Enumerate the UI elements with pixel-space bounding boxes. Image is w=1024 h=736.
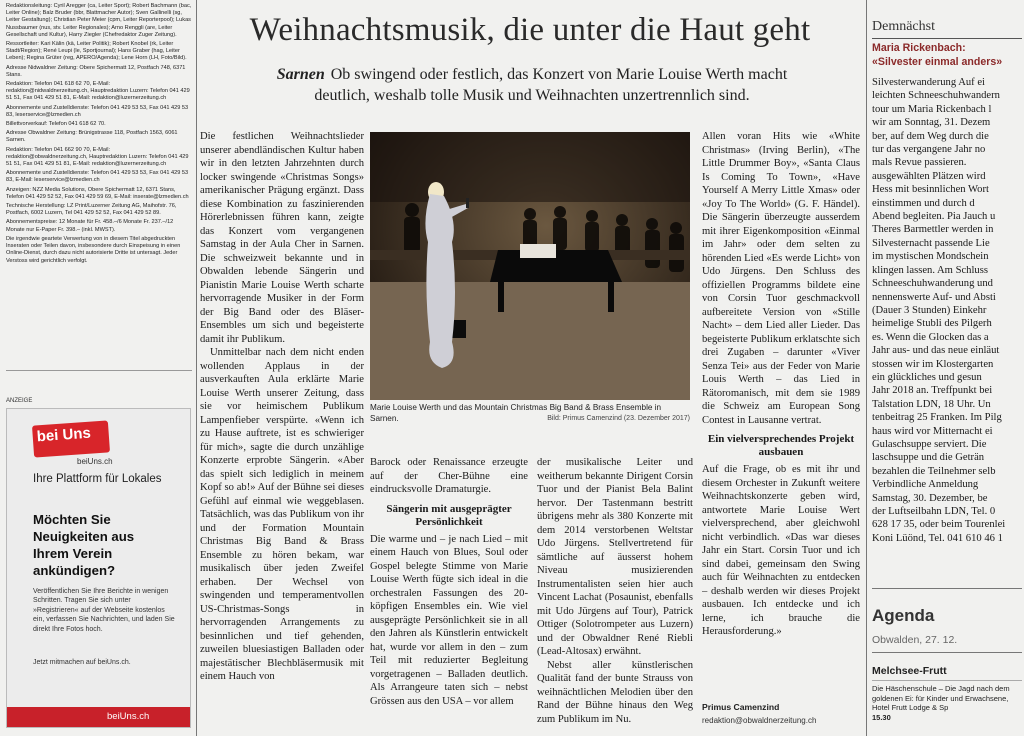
agenda-item-text: Die Häschenschule – Die Jagd nach dem goldenen Ei: für Kinder und Erwachsene, Hotel Frutt Lodge & Sp <box>872 684 1010 713</box>
photo-credit: Bild: Primus Camenzind (23. Dezember 2017) <box>547 415 690 422</box>
sidebar-line: Hess mit besinnlichen Wort <box>872 184 989 196</box>
agenda-place: Melchsee-Frutt <box>872 665 947 677</box>
article-paragraph: Auf die Frage, ob es mit ihr und diesem Orchester in Zukunft weitere Weihnachtskonzerte geben wird, antwortete Marie Louise Wert vielversprechend, aber gleichwohl nicht verbindlich. «Das war dieses Jahr ein Start. Corsin Tuor und ich sind dabei, gemeinsam den Swing auch für Weihnachten zu entdecken – deshalb werden wir dieses Projekt ausbauen. Ich entdecke und ich lerne, ich brauche die Herausforderung.» <box>702 464 860 637</box>
sidebar-line: Silvesternacht passende Lie <box>872 237 990 249</box>
article-column-2 <box>370 456 528 734</box>
sidebar-line: der Luftseilbahn LDN, Tel. 0 <box>872 506 996 517</box>
advertisement[interactable] <box>6 398 192 734</box>
sidebar-line: tour um Maria Rickenbach l <box>872 103 992 115</box>
photo-caption <box>370 402 690 424</box>
divider <box>6 370 192 371</box>
article-subheading: Ein vielversprechendes Projekt ausbauen <box>707 433 855 458</box>
sidebar-line: einstimmen und durch d <box>872 197 975 209</box>
divider <box>196 0 197 736</box>
sidebar-section: Demnächst <box>872 19 935 34</box>
ad-logo-word: bei Uns <box>36 424 92 446</box>
sidebar-line: ber, auf dem Weg durch die <box>872 130 989 142</box>
sidebar-line: Schneeschuhwanderung und <box>872 278 993 290</box>
sidebar-line: heimelige Stubli des Pilgerh <box>872 318 992 330</box>
impressum-block: Abonnemente und Zustelldienste: Telefon 041 429 53 53, Fax 041 429 53 83, leserservice@lzmedien.ch <box>6 104 189 118</box>
concert-photo-image <box>370 132 690 400</box>
sidebar-line: wir am Sonntag, 31. Dezem <box>872 117 991 129</box>
divider <box>872 588 1022 589</box>
divider <box>872 652 1022 653</box>
sidebar-line: tenbeitrag 25 Franken. Im Pilg <box>872 412 1002 424</box>
article-column-1 <box>200 130 364 734</box>
article-paragraph: Allen voran Hits wie «White Christmas» (Irving Berlin), «The Little Drummer Boy», «Santa Claus Is Coming To Town», «Have Yourself A Merry Little Xmas» oder «Joy To The World» (G. F. Händel). Die Sängerin überzeugte ausserdem mit ihrer Eigenkomposition «Einmal im Jahr» oder dem selten zu hörenden Lied «Es werde Licht» von Udo Jürgens. Den Schluss des offiziellen Programms bildete eine von Corsin Tuor geschmackvoll aufbereitete Version von «Stille Nacht» – dem Lied aller Lieder. Das begeisterte Publikum erklatschte sich drei Zugaben – darunter «Viver Senza Tei» aus der Feder von Marie Louis Werth – das Lied in Rätoromanisch, mit dem sie 1989 die Schweiz am European Song Contest in Lausanne vertrat. <box>702 131 860 426</box>
sidebar-line: haus wird vor Mitternacht ei <box>872 425 993 437</box>
impressum-block: Technische Herstellung: LZ Print/Luzerner Zeitung AG, Maihofstr. 76, Postfach, 6002 Luzern, Tel 041 429 52 52, Fax 041 429 52 89. <box>6 203 177 217</box>
sidebar-line: klingen lassen. Am Schluss <box>872 264 988 276</box>
sidebar-line: Jahr 2018 an. Treffpunkt bei <box>872 385 993 397</box>
article-author-email[interactable]: redaktion@obwaldnerzeitung.ch <box>702 716 817 725</box>
impressum-block: Abonnemente und Zustelldienste: Telefon 041 429 53 53, Fax 041 429 53 83, E-Mail: leserservice@lzmedien.ch <box>6 170 189 184</box>
article-column-4 <box>702 130 860 690</box>
sidebar-line: 628 17 35, oder beim Tourenlei <box>872 519 1006 531</box>
ad-logo-url: beiUns.ch <box>77 457 113 466</box>
ad-tagline: Ihre Plattform für Lokales <box>33 473 162 485</box>
sidebar-line: Jahr aus- und das neue einläut <box>872 345 1000 357</box>
sidebar-line: ausgewählten Plätzen wird <box>872 170 986 182</box>
impressum-block: Billettvorverkauf: Telefon 041 618 62 70. <box>6 121 106 128</box>
ad-cta[interactable]: Jetzt mitmachen auf beiUns.ch. <box>33 659 131 666</box>
impressum-block: Anzeigen: NZZ Media Solutions, Obere Spichermatt 12, 6371 Stans, Telefon 041 429 52 52, Fax 041 429 59 69, E-Mail: inserate@lzmedien.ch <box>6 186 189 200</box>
sidebar-line: Samstag, 30. Dezember, be <box>872 492 988 504</box>
ad-logo[interactable] <box>32 420 110 457</box>
article-paragraph: Nebst aller künstlerischen Qualität fand der bunte Strauss von weihnächtlichen Melodien über den Rand der Bühne hinaus den Weg zum Publikum im Nu. <box>537 659 693 725</box>
divider <box>866 0 867 736</box>
sidebar-line: Theres Barmettler werden in <box>872 224 994 236</box>
article-headline: Weihnachtsmusik, die unter die Haut geht <box>249 12 811 48</box>
sidebar-line: (Dauer 3 Stunden) Einkehr <box>872 304 987 316</box>
ad-footer: beiUns.ch <box>107 711 150 722</box>
impressum-block: Redaktion: Telefon 041 662 90 70, E-Mail: redaktion@obwaldnerzeitung.ch, Hauptredaktion Luzern: Telefon 041 429 51 51, Fax 041 429 51 81, E-Mail: redaktion@luzernerzeitung.ch <box>6 146 189 168</box>
article-paragraph: Barock oder Renaissance erzeugte auf der Cher-Bühne eine eindrucksvolle Dramaturgie. <box>370 457 528 495</box>
article-paragraph: Die warme und – je nach Lied – mit einem Hauch von Blues, Soul oder Gospel belegte Stimme von Marie Louise Werth fügte sich ideal in die orchestralen Fassungen des 20-köpfigen Ensembles ein. Wie viel ausgeprägte Persönlichkeit sie in all den Jahren als Künstlerin entwickelt hat, wurde vor allem in den – zum Teil mit reduzierter Begleitung vorgetragenen – Balladen deutlich. Als Arrangeure taten sich – nebst Grössen aus den USA – vor allem <box>370 533 528 707</box>
ad-label: ANZEIGE <box>6 398 33 404</box>
sidebar-title-place: Maria Rickenbach: <box>872 42 966 54</box>
sidebar-line: tur das vergangene Jahr no <box>872 144 986 156</box>
sidebar-line: Silvesterwanderung Auf ei <box>872 77 985 88</box>
impressum-block: Ressortleiter: Kari Kälin (kä, Leiter Politik); Robert Knobel (rk, Leiter Stadt/Region); René Leupi (le, Sportjournal); Hans Graber (hag, Leiter Leben); Regina Grüter (reg, APERO/Agenda); Lene Horn (LH, Foto/Bild). <box>6 41 187 62</box>
impressum-block: Adresse Obwaldner Zeitung: Brünigstrasse 118, Postfach 1563, 6061 Sarnen. <box>6 130 178 144</box>
article-lead-text: Ob swingend oder festlich, das Konzert von Marie Louise Werth macht deutlich, weshalb tolle Musik und Weihnachten unzertrennlich sind. <box>314 66 788 104</box>
sidebar-title-event: «Silvester einmal anders» <box>872 55 1003 68</box>
ad-body: Veröffentlichen Sie Ihre Berichte in wenigen Schritten. Tragen Sie sich unter »Registrieren« auf der Webseite kostenlos ein, verfassen Sie Nachrichten, und laden Sie direkt Ihre Fotos hoch. <box>33 588 175 633</box>
sidebar-line: Abend begleiten. Pia Jauch u <box>872 211 996 223</box>
sidebar-line: Talstation LDN, 18 Uhr. Un <box>872 398 991 410</box>
caption-text: Marie Louise Werth und das Mountain Christmas Big Band & Brass Ensemble in Sarnen. <box>370 403 662 423</box>
article-subheading: Sängerin mit ausgeprägter Persönlichkeit <box>386 502 512 528</box>
article-column-3 <box>537 456 693 734</box>
agenda-item-time: 15.30 <box>872 712 891 722</box>
article-dateline: Sarnen <box>276 66 325 83</box>
impressum <box>6 3 192 363</box>
sidebar-line: bezahlen die Teilnehmer selb <box>872 465 996 477</box>
sidebar-lines <box>872 76 1022 545</box>
sidebar-title <box>872 42 1024 69</box>
sidebar-line: Koni Lüönd, Tel. 041 610 46 1 <box>872 532 1003 544</box>
sidebar-body <box>872 76 1022 552</box>
ad-footer-bar[interactable] <box>7 707 190 727</box>
impressum-block: Die irgendwie geartete Verwertung von in diesem Titel abgedruckten Inseraten oder Teilen davon, insbesondere durch Einspeisung in einen Online-Dienst, durch dazu nicht autorisierte Dritte ist untersagt. Jeder Verstoss wird gerichtlich verfolgt. <box>6 235 181 264</box>
sidebar-line: es. Wenn die Glocken das a <box>872 331 989 343</box>
divider <box>872 680 1022 681</box>
impressum-block: Abonnementspreise: 12 Monate für Fr. 458.–/6 Monate Fr. 237.–/12 Monate nur E-Paper Fr. 398.– (inkl. MWST). <box>6 219 174 233</box>
impressum-block: Redaktionsleitung: Cyril Aregger (ca, Leiter Sport); Robert Bachmann (bac, Leiter Online); Balz Bruder (bbr, Blattmacher Autor); Sven Gallinelli (sg, Leiter Gestaltung); Christian Peter Meier (cpm, Leiter Reporterpool); Lukas Nussbaumer (nus, stv. Leiter Regionales); Arno Renggli (are, Leiter Gesellschaft und Kultur), Harry Ziegler (Chefredaktor Zuger Zeitung). <box>6 3 192 38</box>
article-paragraph: Die festlichen Weihnachtslieder unserer abendländischen Kultur haben wir in den letzten Jahrzehnten durch locker swingende «Christmas Songs» amerikanischer Prägung ergänzt. Dass diese Kombination zu faszinierenden Hörerlebnissen führen kann, zeigte das Konzert vom vergangenen Samstag in der Aula Cher in Sarnen. Die schweizweit bekannte und in Obwalden lebende Sängerin und Pianistin Marie Louise Werth scharte hervorragende Musiker in der Form der Big Band oder des Bläser-Ensembles um sich und begeisterte damit ihr Publikum. <box>200 131 364 345</box>
divider <box>872 38 1022 39</box>
sidebar-line: stossen wir im Klostergarten <box>872 358 994 370</box>
concert-photo <box>370 132 690 400</box>
article-paragraph: der musikalische Leiter und weitherum bekannte Dirigent Corsin Tuor und der Pianist Bela Balint hervor. Der Tastenmann bestritt übrigens mehr als 380 Konzerte mit dem 2014 verstorbenen Weltstar Udo Jürgens. Stellvertretend für sämtliche auf äusserst hohem Niveau musizierenden Instrumentalisten seien hier auch Vincent Lachat (Posaunist, ebenfalls mit Udo Jürgens auf Tour), Patrick Ottiger (Solotrompeter aus Luzern) und der Obwaldner René Riebli (Lead-Altosax) erwähnt. <box>537 457 693 657</box>
sidebar-line: mals Revue passieren. <box>872 157 967 169</box>
impressum-blocks <box>6 3 192 265</box>
ad-headline: Möchten Sie Neuigkeiten aus Ihrem Verein ankündigen? <box>33 512 135 578</box>
agenda-title: Agenda <box>872 606 935 625</box>
article-author: Primus Camenzind <box>702 702 780 712</box>
sidebar-line: Gulaschsuppe serviert. Die <box>872 438 987 450</box>
article-paragraph: Unmittelbar nach dem nicht enden wollenden Applaus in der ausverkauften Aula erklärte Marie Louise Werth unserer Zeitung, dass sie vor heimischem Publikum Lampenfieber verspürte. «Wenn ich zu Hause auftrete, ist es schwieriger für mich», sagte die durch unzählige Konzerte erprobte Sängerin. «Aber das spielt sich lediglich in meinem Kopf so ab!» Auf der Bühne sei dieses Gefühl auf einmal wie weggeblasen. Tatsächlich, was das Publikum von ihr und der Formation Mountain Christmas Big Band & Brass Ensemble zu hören bekam, war musikalisch über jeden Zweifel erhaben. Der Wechsel von swingenden und temperamentvollen US-Christmas-Songs in hervorragenden Arrangements zu besinnlichen und tief gehenden, zuweilen bluesiastigen Balladen oder majestätischer Blechbläsermusik mit einem Hauch von <box>200 347 364 682</box>
sidebar-line: laschsuppe und die Geträn <box>872 452 985 464</box>
impressum-block: Redaktion: Telefon 041 618 62 70, E-Mail: redaktion@nidwaldnerzeitung.ch, Hauptredaktion Luzern: Telefon 041 429 51 51, Fax 041 429 51 81, E-Mail: redaktion@luzernerzeitung.ch <box>6 81 190 102</box>
sidebar-line: im mystischen Mondschein <box>872 251 989 263</box>
sidebar-line: nennenswerte Auf- und Absti <box>872 291 996 303</box>
sidebar-line: ein glückliches und gesun <box>872 371 982 383</box>
agenda-date: Obwalden, 27. 12. <box>872 634 958 646</box>
article-lead <box>262 64 802 106</box>
sidebar-line: leichten Schneeschuhwandern <box>872 90 1000 102</box>
impressum-block: Adresse Nidwaldner Zeitung: Obere Spichermatt 12, Postfach 748, 6371 Stans. <box>6 64 186 78</box>
agenda-item <box>872 684 1022 728</box>
sidebar-line: Verbindliche Anmeldung <box>872 479 979 491</box>
